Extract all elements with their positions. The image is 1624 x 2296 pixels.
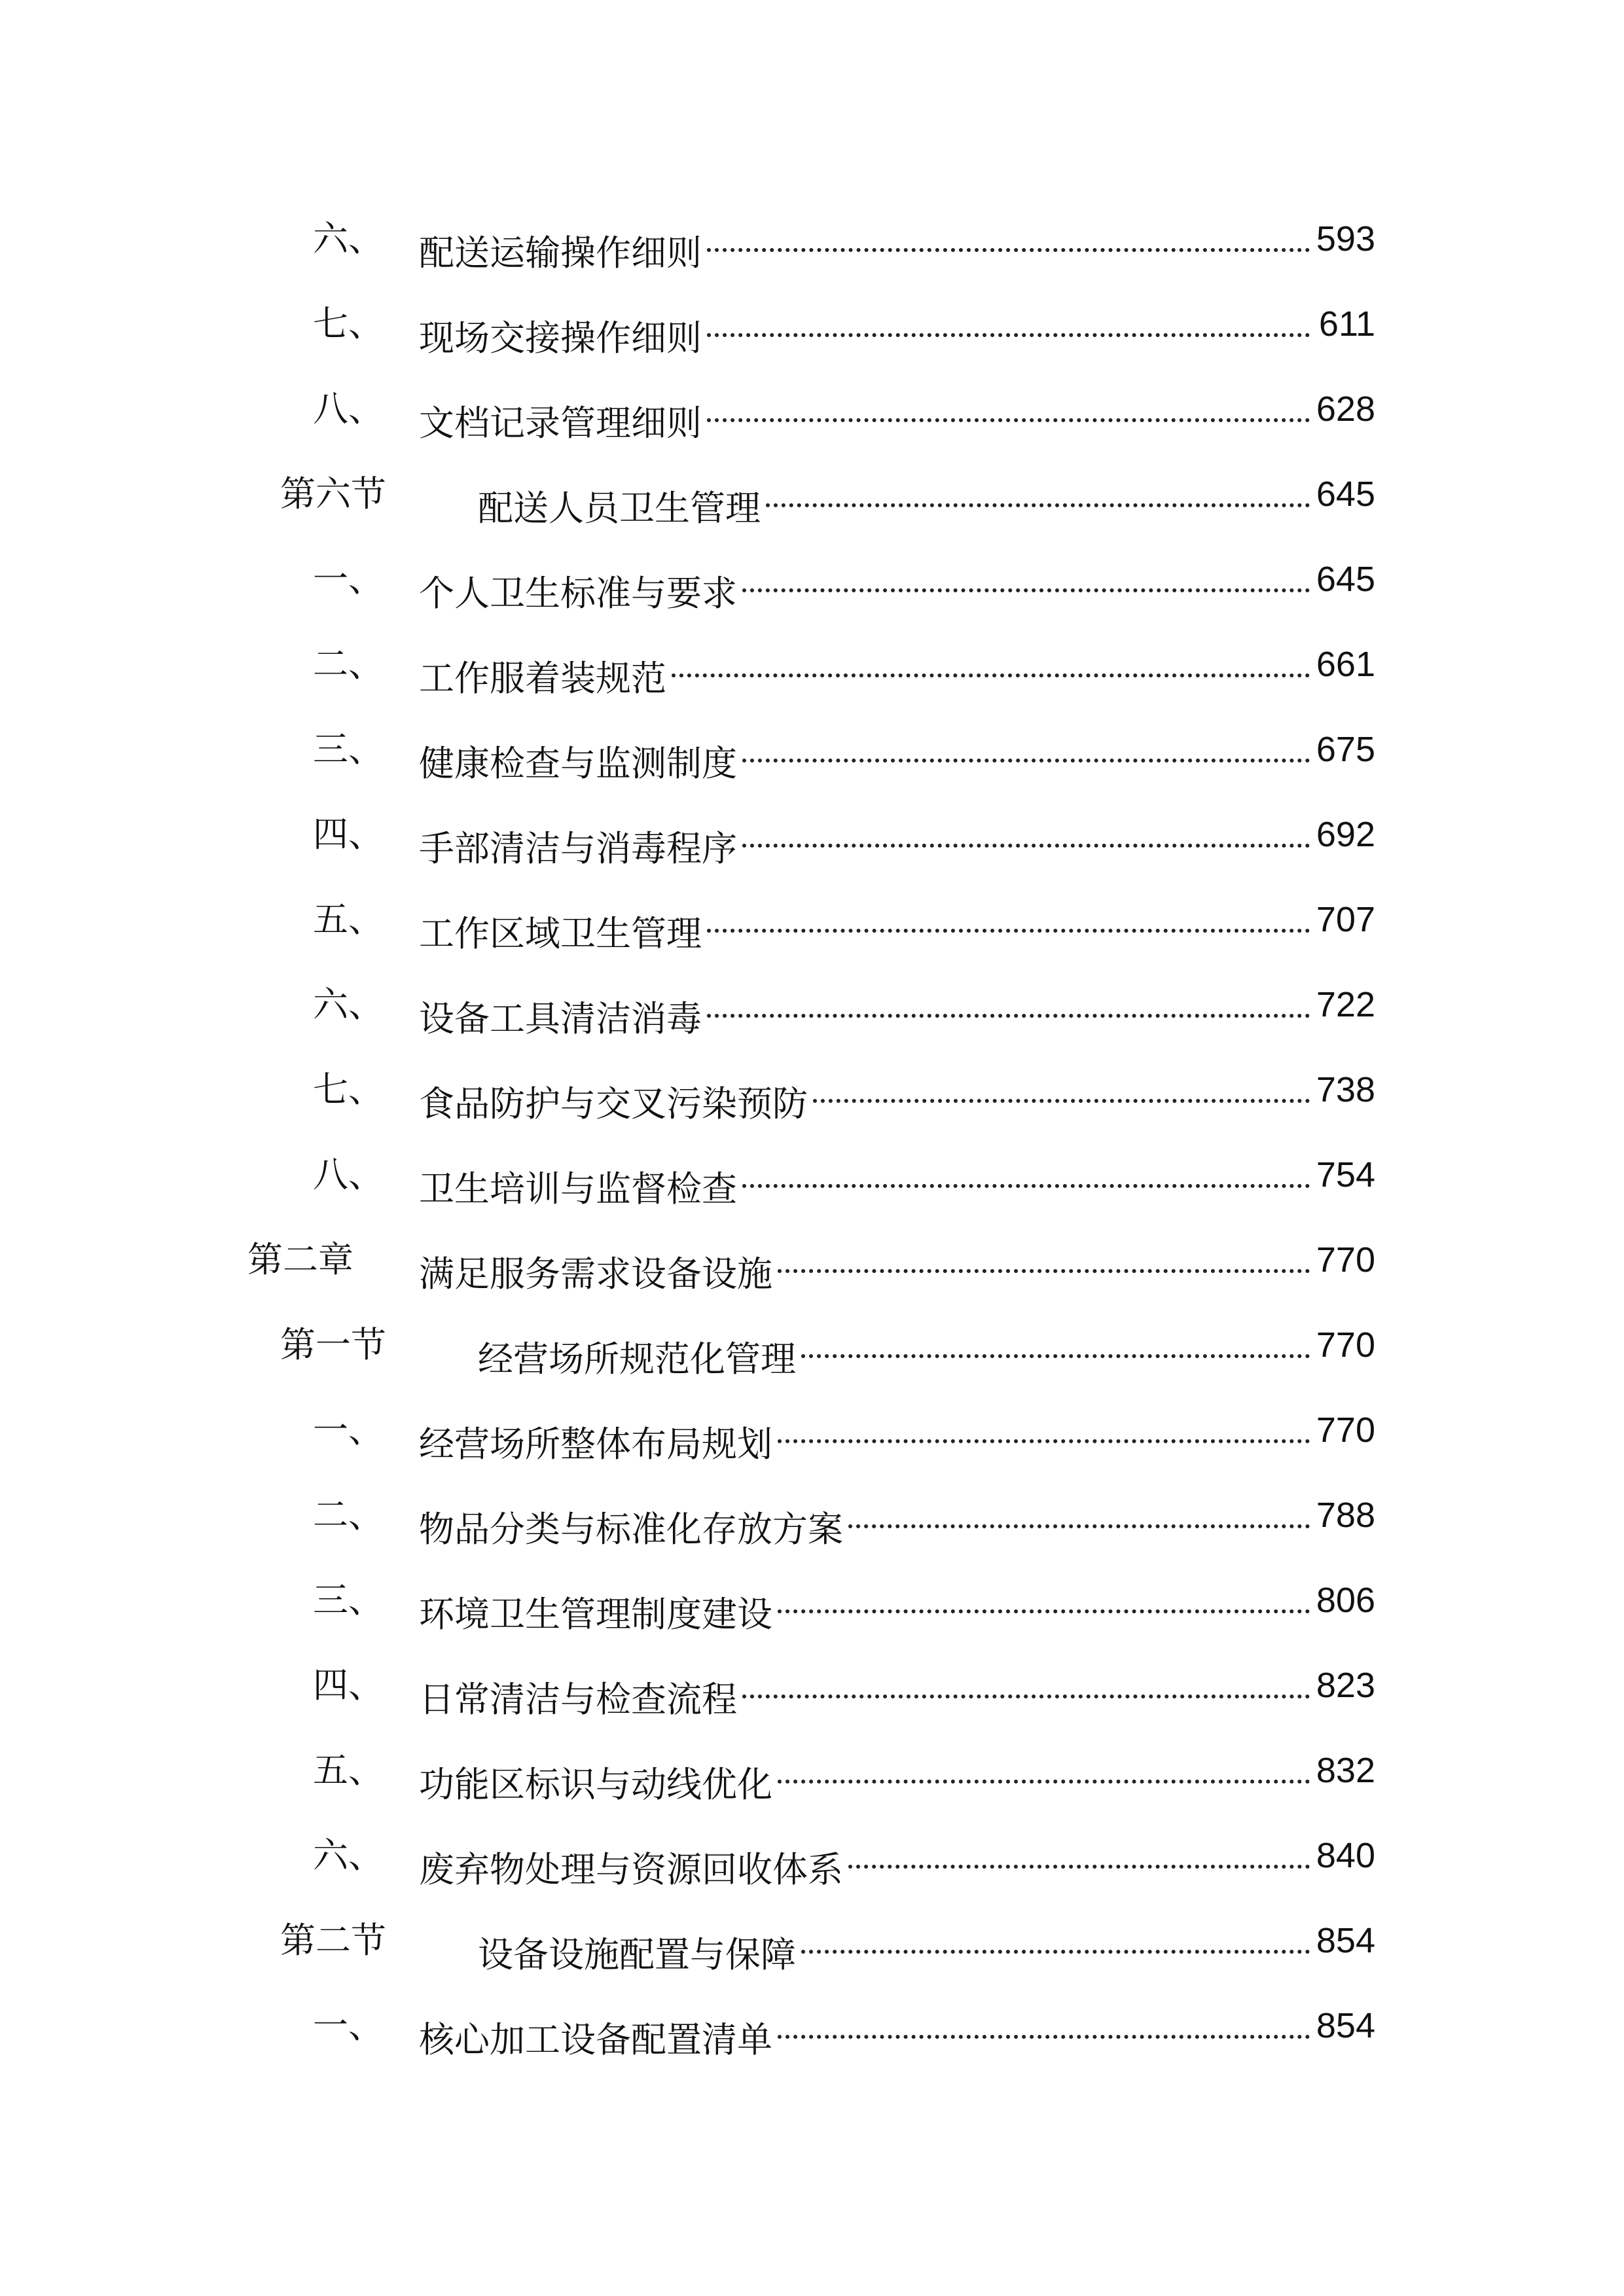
toc-entry-title: 配送人员卫生管理 <box>478 488 761 529</box>
toc-entry-page-number: 770 <box>1316 1240 1375 1280</box>
toc-entry-page-number: 661 <box>1316 645 1375 684</box>
toc-entry-title: 设备工具清洁消毒 <box>419 998 702 1039</box>
toc-entry-page-number: 823 <box>1316 1666 1375 1705</box>
toc-entry-page-number: 854 <box>1316 1921 1375 1960</box>
toc-entry-title: 核心加工设备配置清单 <box>419 2019 772 2060</box>
toc-dot-leader <box>707 383 1310 435</box>
toc-entry-marker: 四、 <box>313 814 384 855</box>
toc-entry-title: 废弃物处理与资源回收体系 <box>419 1849 843 1890</box>
toc-entry-marker: 六、 <box>313 218 384 259</box>
toc-dot-leader <box>813 1064 1310 1116</box>
toc-entry-marker: 三、 <box>313 728 384 770</box>
toc-dot-leader <box>707 978 1310 1031</box>
toc-entry-title: 满足服务需求设备设施 <box>419 1253 772 1295</box>
toc-dot-leader <box>778 1404 1310 1456</box>
toc-dot-leader <box>801 1914 1310 1967</box>
toc-entry-title: 配送运输操作细则 <box>419 232 702 274</box>
toc-entry-marker: 第六节 <box>280 473 386 514</box>
toc-entry-page-number: 806 <box>1316 1581 1375 1620</box>
toc-entry-marker: 六、 <box>313 984 384 1025</box>
toc-entry[interactable] <box>0 1914 1624 1975</box>
toc-entry-marker: 三、 <box>313 1579 384 1621</box>
toc-entry-page-number: 722 <box>1316 985 1375 1024</box>
toc-dot-leader <box>742 723 1310 776</box>
toc-entry[interactable] <box>0 1829 1624 1890</box>
toc-entry-marker: 四、 <box>313 1664 384 1706</box>
toc-entry-marker: 七、 <box>313 1069 384 1110</box>
toc-entry[interactable] <box>0 1319 1624 1380</box>
toc-entry-page-number: 611 <box>1318 304 1375 344</box>
toc-entry[interactable] <box>0 638 1624 699</box>
toc-entry-title: 功能区标识与动线优化 <box>419 1764 772 1805</box>
toc-entry-marker: 六、 <box>313 1835 384 1876</box>
toc-entry[interactable] <box>0 468 1624 529</box>
toc-entry-title: 文档记录管理细则 <box>419 403 702 444</box>
toc-entry-page-number: 770 <box>1316 1325 1375 1365</box>
toc-dot-leader <box>778 1574 1310 1626</box>
toc-entry-marker: 第一节 <box>280 1324 386 1365</box>
toc-dot-leader <box>672 638 1310 691</box>
toc-entry-marker: 第二章 <box>247 1239 353 1280</box>
toc-dot-leader <box>848 1489 1310 1541</box>
toc-entry-title: 现场交接操作细则 <box>419 317 702 359</box>
toc-dot-leader <box>766 468 1310 520</box>
toc-entry-page-number: 645 <box>1316 560 1375 599</box>
toc-entry-page-number: 788 <box>1316 1496 1375 1535</box>
toc-dot-leader <box>742 1659 1310 1712</box>
toc-dot-leader <box>778 2000 1310 2052</box>
toc-entry-title: 卫生培训与监督检查 <box>419 1168 737 1210</box>
toc-entry[interactable] <box>0 1489 1624 1550</box>
toc-entry[interactable] <box>0 1659 1624 1720</box>
toc-entry[interactable] <box>0 553 1624 614</box>
toc-entry[interactable] <box>0 978 1624 1039</box>
toc-entry-marker: 八、 <box>313 388 384 429</box>
toc-entry-marker: 一、 <box>313 2005 384 2046</box>
toc-entry-page-number: 675 <box>1316 730 1375 769</box>
toc-dot-leader <box>848 1829 1310 1882</box>
toc-entry[interactable] <box>0 1149 1624 1210</box>
toc-dot-leader <box>707 298 1310 350</box>
toc-entry[interactable] <box>0 808 1624 869</box>
toc-entry[interactable] <box>0 723 1624 784</box>
toc-entry[interactable] <box>0 1064 1624 1124</box>
toc-entry-title: 经营场所整体布局规划 <box>419 1424 772 1465</box>
toc-dot-leader <box>707 213 1310 265</box>
toc-entry-marker: 二、 <box>313 1494 384 1535</box>
toc-entry-marker: 一、 <box>313 1409 384 1450</box>
toc-entry-page-number: 754 <box>1316 1155 1375 1194</box>
toc-entry[interactable] <box>0 1404 1624 1465</box>
toc-entry-title: 物品分类与标准化存放方案 <box>419 1509 843 1550</box>
toc-entry-page-number: 854 <box>1316 2006 1375 2045</box>
toc-dot-leader <box>742 1149 1310 1201</box>
toc-entry-page-number: 840 <box>1316 1836 1375 1875</box>
toc-dot-leader <box>707 893 1310 946</box>
toc-entry-title: 手部清洁与消毒程序 <box>419 828 737 869</box>
toc-entry[interactable] <box>0 1574 1624 1635</box>
toc-dot-leader <box>778 1234 1310 1286</box>
toc-entry-page-number: 692 <box>1316 815 1375 854</box>
toc-entry-title: 设备设施配置与保障 <box>478 1934 796 1975</box>
toc-entry-page-number: 628 <box>1316 389 1375 429</box>
toc-entry-page-number: 593 <box>1316 219 1375 259</box>
toc-entry-page-number: 707 <box>1316 900 1375 939</box>
toc-entry[interactable] <box>0 893 1624 954</box>
toc-entry-title: 食品防护与交叉污染预防 <box>419 1083 808 1124</box>
toc-entry-title: 工作区域卫生管理 <box>419 913 702 954</box>
toc-entry[interactable] <box>0 1234 1624 1295</box>
toc-entry-page-number: 770 <box>1316 1410 1375 1450</box>
toc-entry-title: 日常清洁与检查流程 <box>419 1679 737 1720</box>
toc-entry-marker: 八、 <box>313 1154 384 1195</box>
toc-entry-title: 经营场所规范化管理 <box>478 1338 796 1380</box>
toc-dot-leader <box>742 553 1310 605</box>
toc-entry-title: 工作服着装规范 <box>419 658 666 699</box>
toc-dot-leader <box>801 1319 1310 1371</box>
toc-entry[interactable] <box>0 383 1624 444</box>
toc-entry-marker: 第二节 <box>280 1920 386 1961</box>
toc-entry-marker: 七、 <box>313 303 384 344</box>
toc-entry[interactable] <box>0 213 1624 274</box>
toc-entry[interactable] <box>0 2000 1624 2060</box>
toc-entry-page-number: 738 <box>1316 1070 1375 1109</box>
toc-entry[interactable] <box>0 298 1624 359</box>
toc-entry-title: 环境卫生管理制度建设 <box>419 1594 772 1635</box>
toc-entry-title: 个人卫生标准与要求 <box>419 573 737 614</box>
toc-entry-title: 健康检查与监测制度 <box>419 743 737 784</box>
toc-entry-marker: 五、 <box>313 1749 384 1791</box>
toc-entry[interactable] <box>0 1744 1624 1805</box>
toc-entry-marker: 五、 <box>313 899 384 940</box>
toc-entry-page-number: 645 <box>1316 475 1375 514</box>
toc-dot-leader <box>778 1744 1310 1797</box>
toc-entry-marker: 二、 <box>313 643 384 685</box>
toc-entry-marker: 一、 <box>313 558 384 600</box>
toc-entry-page-number: 832 <box>1316 1751 1375 1790</box>
toc-dot-leader <box>742 808 1310 861</box>
